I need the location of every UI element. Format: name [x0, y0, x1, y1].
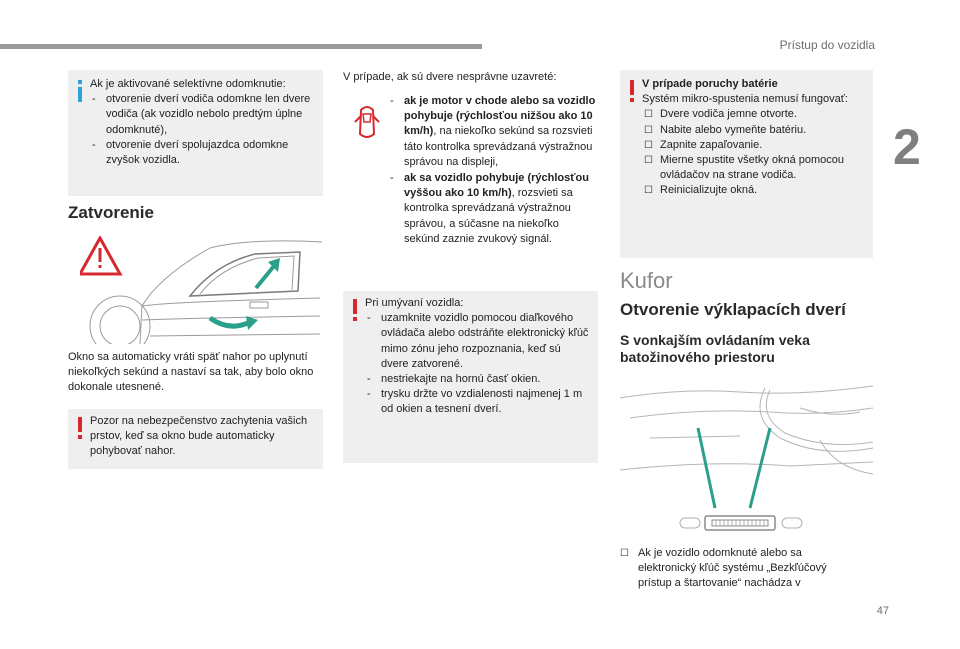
trunk-sub-heading: S vonkajším ovládaním veka batožinového priestoru: [620, 332, 810, 365]
car-window-illustration: [80, 236, 322, 344]
warning-icon: [628, 80, 636, 102]
page-number: 47: [876, 605, 889, 617]
info-item: - otvorenie dverí spolujazdca odomkne zvyšok vozidla.: [90, 138, 315, 168]
door-open-warning-light-icon: [352, 104, 382, 142]
checkbox-icon: ☐: [644, 155, 653, 167]
wash-intro: Pri umývaní vozidla:: [365, 297, 464, 309]
battery-step: Reinicializujte okná.: [660, 184, 758, 197]
item2-rest: , rozsvieti sa kontrolka sprevádzaná výstražnou správou, a súčasne na niekoľko sekúnd zaznie zvukový signál.: [404, 187, 573, 245]
checkbox-icon: ☐: [644, 139, 653, 151]
checkbox-icon: ☐: [644, 109, 653, 121]
trunk-bottom-text: Ak je vozidlo odomknuté alebo sa elektronický kľúč systému „Bezkľúčový prístup a štartovanie“ nachádza v: [638, 547, 827, 590]
battery-step: Zapnite zapaľovanie.: [660, 138, 763, 151]
battery-box: [620, 70, 873, 258]
warning-icon: [351, 299, 359, 321]
zatvorenie-body: Okno sa automaticky vráti späť nahor po uplynutí niekoľkých sekúnd a nastaví sa tak, aby bolo okno dokonale utesnené.: [68, 351, 314, 394]
battery-step: Dvere vodiča jemne otvorte.: [660, 108, 797, 121]
kufor-heading: Kufor: [620, 268, 673, 293]
item2-bold: ak sa vozidlo pohybuje (rýchlosťou vyššou ako 10 km/h): [404, 172, 589, 200]
battery-step: Nabite alebo vymeňte batériu.: [660, 123, 807, 136]
info-intro: Ak je aktivované selektívne odomknutie:: [90, 78, 286, 90]
checkbox-icon: ☐: [644, 124, 653, 136]
section-title: Prístup do vozidla: [779, 38, 875, 52]
info-box: [68, 70, 323, 196]
battery-step: Mierne spustite všetky okná pomocou ovládačov na strane vodiča.: [660, 154, 845, 182]
info-icon: [76, 80, 84, 102]
header-bar: [0, 44, 482, 49]
item1-rest: , na niekoľko sekúnd sa rozsvieti táto kontrolka sprevádzaná výstražnou správou na displeji,: [404, 125, 593, 168]
wash-item: - nestriekajte na hornú časť okien.: [365, 372, 590, 387]
wash-item: - uzamknite vozidlo pomocou diaľkového ovládača alebo odstráňte elektronický kľúč mimo zónu jeho rozpoznania, keď sú dvere zatvorené.: [365, 311, 590, 372]
trunk-handle-icon: [680, 516, 802, 530]
checkbox-icon: ☐: [620, 548, 629, 559]
doors-intro: V prípade, ak sú dvere nesprávne uzavreté:: [343, 71, 557, 83]
otvorenie-heading: Otvorenie výklapacích dverí: [620, 300, 846, 319]
wash-item: - trysku držte vo vzdialenosti najmenej 1 m od okien a tesnení dverí.: [365, 387, 590, 417]
zatvorenie-heading: Zatvorenie: [68, 203, 154, 222]
battery-title: V prípade poruchy batérie: [642, 78, 778, 90]
battery-intro: Systém mikro-spustenia nemusí fungovať:: [642, 93, 848, 106]
warning-box: [68, 409, 323, 469]
trunk-handle-illustration: [620, 378, 873, 538]
item1-bold: ak je motor v chode alebo sa vozidlo pohybuje (rýchlosťou nižšou ako 10 km/h): [404, 95, 596, 138]
info-item: - otvorenie dverí vodiča odomkne len dvere vodiča (ak vozidlo nebolo predtým úplne odomknuté),: [90, 92, 315, 138]
wash-box: [343, 291, 598, 463]
chapter-number: 2: [893, 119, 921, 175]
warning-text: Pozor na nebezpečenstvo zachytenia vašich prstov, keď sa okno bude automaticky pohybovať nahor.: [90, 415, 308, 458]
checkbox-icon: ☐: [644, 185, 653, 197]
warning-icon: [76, 417, 84, 439]
warning-triangle-icon: [80, 238, 120, 274]
